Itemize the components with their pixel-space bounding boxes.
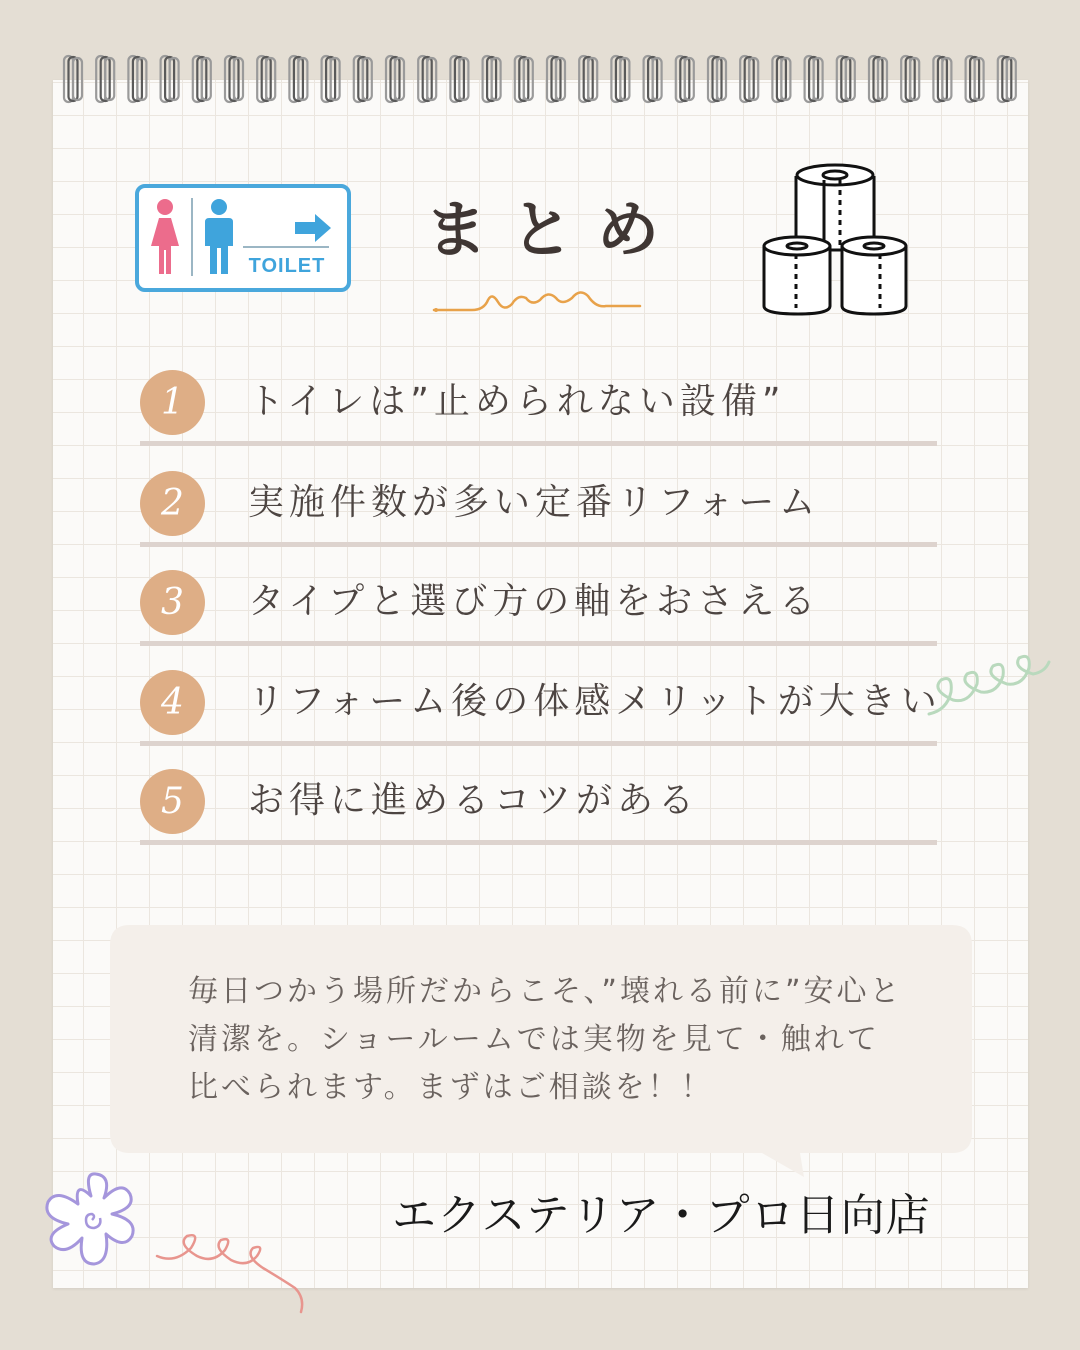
binding-ring xyxy=(483,56,501,102)
item-text: タイプと選び方の軸をおさえる xyxy=(248,581,821,622)
binding-ring xyxy=(676,56,694,102)
binding-ring xyxy=(450,56,468,102)
divider xyxy=(140,741,937,746)
binding-ring xyxy=(547,56,565,102)
summary-item-3 xyxy=(140,566,940,646)
toilet-sign xyxy=(135,184,351,292)
summary-item-1 xyxy=(140,366,940,446)
item-number-badge: 2 xyxy=(140,471,205,536)
summary-item-4 xyxy=(140,666,940,746)
flower-icon xyxy=(38,1170,144,1270)
binding-ring xyxy=(772,56,790,102)
item-text: トイレは”止められない設備” xyxy=(248,381,786,422)
page-title: まとめ xyxy=(425,193,684,266)
binding-ring xyxy=(128,56,146,102)
divider xyxy=(140,441,937,446)
spiral-binding xyxy=(60,52,1025,110)
binding-ring xyxy=(644,56,662,102)
item-number-badge: 1 xyxy=(140,370,205,435)
binding-ring xyxy=(579,56,597,102)
summary-item-2 xyxy=(140,467,940,547)
binding-ring xyxy=(96,56,114,102)
binding-ring xyxy=(869,56,887,102)
binding-ring xyxy=(161,56,179,102)
binding-ring xyxy=(322,56,340,102)
binding-ring xyxy=(933,56,951,102)
item-text: 実施件数が多い定番リフォーム xyxy=(248,482,821,523)
pink-curl-decoration xyxy=(155,1228,305,1318)
binding-ring xyxy=(64,56,82,102)
binding-ring xyxy=(418,56,436,102)
binding-ring xyxy=(740,56,758,102)
divider xyxy=(140,840,937,845)
binding-ring xyxy=(901,56,919,102)
binding-ring xyxy=(257,56,275,102)
wave-decoration xyxy=(432,284,644,320)
message-text: 毎日つかう場所だからこそ、”壊れる前に”安心と清潔を。ショールームでは実物を見て・触れて比べられます。まずはご相談を！！ xyxy=(188,974,903,1105)
item-text: リフォーム後の体感メリットが大きい xyxy=(248,681,942,722)
binding-ring xyxy=(998,56,1016,102)
green-curl-decoration xyxy=(925,636,1055,720)
binding-ring xyxy=(611,56,629,102)
binding-ring xyxy=(289,56,307,102)
binding-ring xyxy=(837,56,855,102)
item-number-badge: 3 xyxy=(140,570,205,635)
binding-ring xyxy=(354,56,372,102)
divider xyxy=(140,641,937,646)
binding-ring xyxy=(193,56,211,102)
toilet-label: TOILET xyxy=(248,255,326,277)
toilet-paper-icon xyxy=(756,158,916,320)
binding-ring xyxy=(966,56,984,102)
binding-ring xyxy=(225,56,243,102)
item-number-badge: 5 xyxy=(140,769,205,834)
store-name: エクステリア・プロ日向店 xyxy=(392,1190,931,1241)
item-text: お得に進めるコツがある xyxy=(248,780,700,821)
binding-ring xyxy=(386,56,404,102)
binding-ring xyxy=(708,56,726,102)
divider xyxy=(140,542,937,547)
summary-item-5 xyxy=(140,765,940,845)
binding-ring xyxy=(515,56,533,102)
binding-ring xyxy=(805,56,823,102)
item-number-badge: 4 xyxy=(140,670,205,735)
